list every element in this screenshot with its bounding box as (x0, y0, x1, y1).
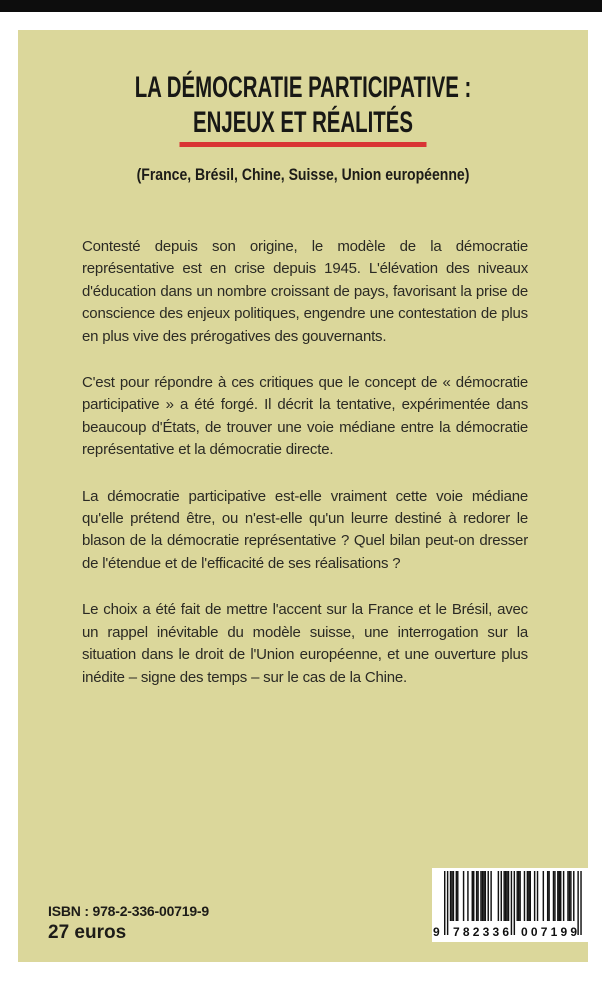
title-underline-rule (180, 142, 427, 147)
isbn-block (48, 902, 209, 945)
ean-barcode (432, 868, 588, 942)
title-block (18, 70, 588, 140)
paragraph-3: La démocratie participative est-elle vraiment cette voie médiane qu'elle prétend être, ou n'est-elle qu'un leurre destiné à redorer le blason de la démocratie représentative ? Quel bilan peut-on dresser de l'étendue et de l'efficacité de ses réalisations ? (82, 487, 528, 572)
book-title-line1: LA DÉMOCRATIE PARTICIPATIVE : (134, 71, 472, 104)
book-back-cover (18, 30, 588, 962)
book-subtitle: (France, Brésil, Chine, Suisse, Union européenne) (136, 166, 470, 184)
scan-edge-bar (0, 0, 602, 12)
paragraph-2: C'est pour répondre à ces critiques que le concept de « démocratie participative » a été forgé. Il décrit la tentative, expérimentée dans beaucoup d'États, de trouver une voie médiane entre la démocratie représentative et la démocratie directe. (82, 374, 528, 459)
paragraph-4: Le choix a été fait de mettre l'accent sur la France et le Brésil, avec un rappel inévitable du modèle suisse, une interrogation sur la situation dans le droit de l'Union européenne, et une ouverture plus inédite – signe des temps – sur le cas de la Chine. (82, 601, 528, 686)
ean-digit-lead: 9 (433, 925, 440, 939)
price-label: 27 euros (48, 922, 127, 943)
ean-digits-right: 007199 (521, 925, 581, 939)
isbn-label: ISBN : 978-2-336-00719-9 (48, 903, 209, 919)
book-title-line2: ENJEUX ET RÉALITÉS (193, 106, 413, 139)
back-cover-text (82, 236, 528, 713)
paragraph-1: Contesté depuis son origine, le modèle de la démocratie représentative est en crise depuis 1945. L'élévation des niveaux d'éducation dans un nombre croissant de pays, favorisant la prise de conscience des enjeux politiques, engendre une contestation de plus en plus vive des prérogatives des gouvernants. (82, 238, 528, 345)
ean-digits-left: 782336 (453, 925, 513, 939)
